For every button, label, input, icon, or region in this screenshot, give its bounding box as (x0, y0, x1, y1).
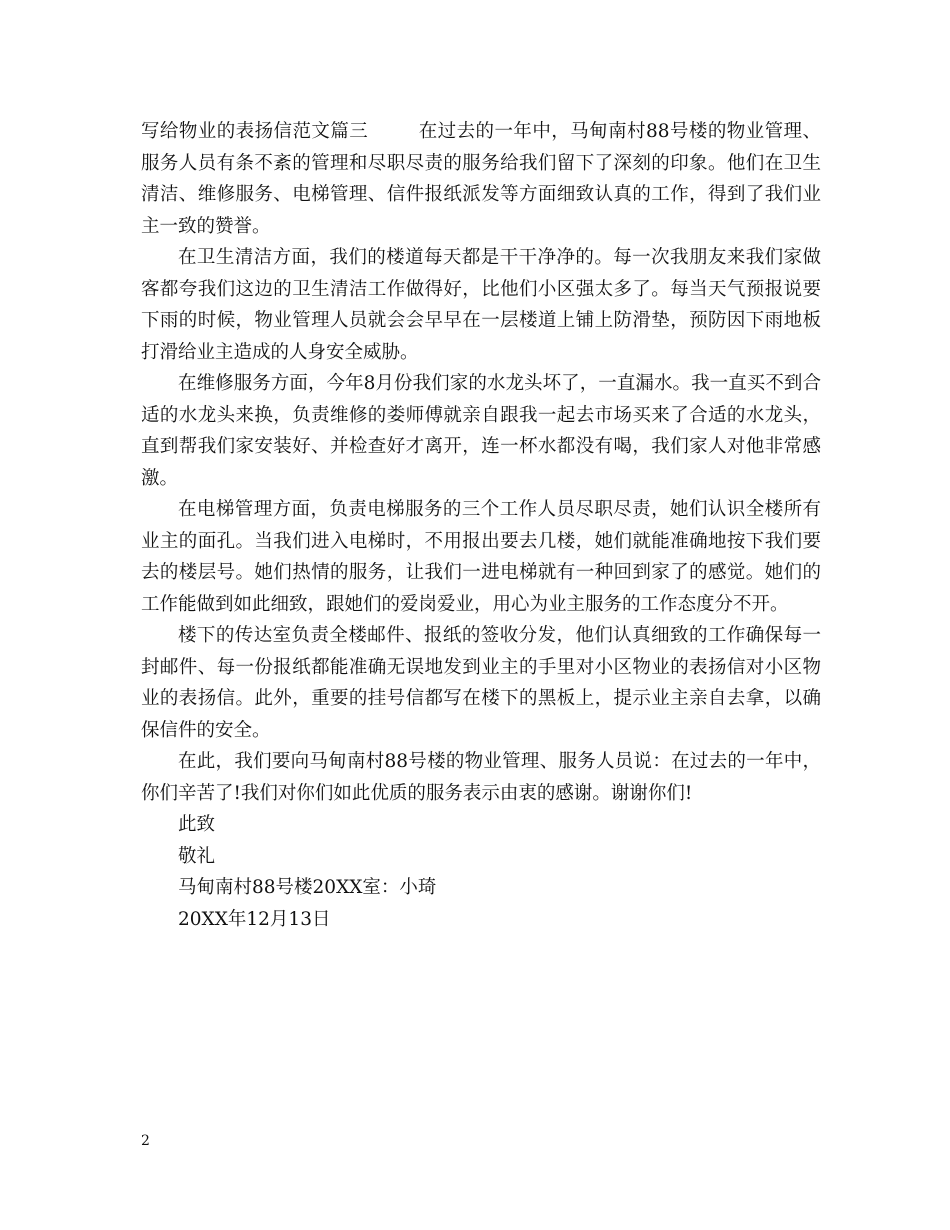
paragraph-3: 在维修服务方面，今年8月份我们家的水龙头坏了，一直漏水。我一直买不到合适的水龙头来换，负责维修的娄师傅就亲自跟我一起去市场买来了合适的水龙头，直到帮我们家安装好、并检查好才离开，连一杯水都没有喝，我们家人对他非常感激。 (141, 373, 821, 489)
paragraph-5: 楼下的传达室负责全楼邮件、报纸的签收分发，他们认真细致的工作确保每一封邮件、每一份报纸都能准确无误地发到业主的手里对小区物业的表扬信对小区物业的表扬信。此外，重要的挂号信都写在楼下的黑板上，提示业主亲自去拿，以确保信件的安全。 (141, 625, 821, 741)
paragraph-4: 在电梯管理方面，负责电梯服务的三个工作人员尽职尽责，她们认识全楼所有业主的面孔。当我们进入电梯时，不用报出要去几楼，她们就能准确地按下我们要去的楼层号。她们热情的服务，让我们一进电梯就有一种回到家了的感觉。她们的工作能做到如此细致，跟她们的爱岗爱业，用心为业主服务的工作态度分不开。 (141, 499, 821, 615)
opening-paragraph (141, 116, 821, 242)
closing-regards: 敬礼 (178, 845, 216, 867)
letter-date: 20XX年12月13日 (178, 908, 331, 930)
closing-salutation: 此致 (178, 814, 216, 835)
paragraph-6: 在此，我们要向马甸南村88号楼的物业管理、服务人员说：在过去的一年中，你们辛苦了!我们对你们如此优质的服务表示由衷的感谢。谢谢你们! (141, 751, 821, 804)
signature: 马甸南村88号楼20XX室：小琦 (178, 877, 437, 898)
paragraph-1: 在过去的一年中，马甸南村88号楼的物业管理、服务人员有条不紊的管理和尽职尽责的服务给我们留下了深刻的印象。他们在卫生清洁、维修服务、电梯管理、信件报纸派发等方面细致认真的工作，得到了我们业主一致的赞誉。 (141, 121, 821, 237)
page-number: 2 (141, 1133, 150, 1149)
letter-body (141, 116, 821, 935)
document-title: 写给物业的表扬信范文篇三 (141, 121, 369, 142)
paragraph-2: 在卫生清洁方面，我们的楼道每天都是干干净净的。每一次我朋友来我们家做客都夸我们这边的卫生清洁工作做得好，比他们小区强太多了。每当天气预报说要下雨的时候，物业管理人员就会会早早在一层楼道上铺上防滑垫，预防因下雨地板打滑给业主造成的人身安全威胁。 (141, 247, 821, 363)
